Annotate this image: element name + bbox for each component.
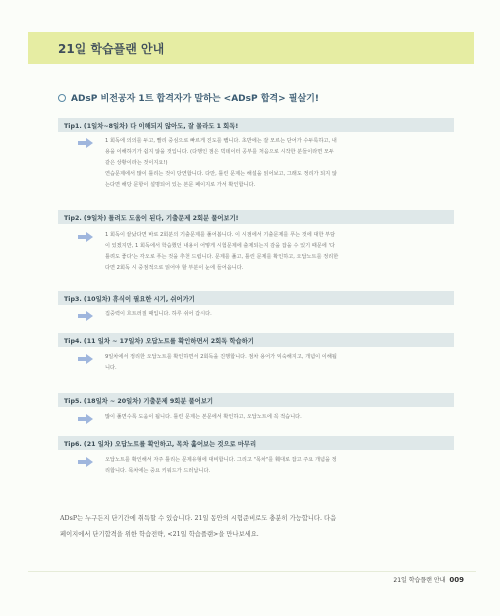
tip-2-body [105,230,453,274]
tip-1-body [105,136,453,191]
tip-6-line: 오답노트를 확인해서 자주 틀리는 문제유형에 대비합니다. 그리고 "목차"를 훼대로 잡고 주요 개념을 정 [105,457,337,463]
closing-line: 페이지에서 단기합격을 위한 학습전략, <21일 학습플랜>을 만나보세요. [60,531,259,538]
page-number: 009 [449,576,464,584]
footer-label: 21일 학습플랜 안내 [393,577,446,584]
tip-5-line: 많이 풀면수록 도움이 됩니다. 틀린 문제는 본문에서 확인하고, 오답노트에 꼭 적습니다. [105,414,302,420]
arrow-right-icon [77,353,95,365]
footer-divider [28,571,476,572]
arrow-right-icon [77,413,95,425]
tip-1-title: Tip1. (1일차~8일차) 다 이해되지 않아도, 잘 몰라도 1 회독! [64,123,239,130]
tip-6-body [105,455,453,477]
tip-1-line: 같은 상황이라는 것이지요!) [105,160,168,166]
tip-1-line: 용을 이해하기가 쉽지 않을 것입니다. (다행인 점은 빅데이터 공부를 처음으로 시작한 분들이라면 모두 [105,149,334,155]
arrow-right-icon [77,310,95,322]
tip-1-line: 연습문제에서 많이 틀리는 것이 당연합니다. 다만, 틀린 문제는 해설을 읽어보고, 그래도 정리가 되지 않 [105,171,337,177]
tip-6-line: 리합니다. 목차에는 중요 키워드가 드러납니다. [105,468,211,474]
tip-2-line: 이 있겠지만, 1 회독에서 학습했던 내용이 어떻게 시험문제에 출제되는지 감을 잡을 수 있기 때문에 '다 [105,243,335,249]
tip-1-line: 1 회독에 의의를 두고, 빨리 중심으로 빠르게 진도를 뺍니다. 초반에는 잘 모르는 단어가 수두룩하고, 내 [105,138,337,144]
circle-bullet-icon [58,94,66,102]
tip-5-title: Tip5. (18일차 ~ 20일차) 기출문제 9회분 풀어보기 [64,398,213,405]
tip-4-line: 니다. [105,365,117,371]
tip-3-line: 집중력이 흐트러질 때입니다. 하루 쉬어 갑시다. [105,311,212,317]
tip-2-line: 다면 2회독 시 중점적으로 읽어야 할 부분이 눈에 들어옵니다. [105,265,244,271]
tip-2-title: Tip2. (9일차) 틀려도 도움이 된다, 기출문제 2회분 풀어보기! [64,215,239,222]
tip-1-line: 는다면 해당 문항이 설명되어 있는 본문 페이지로 가서 확인합니다. [105,182,256,188]
tip-6-title: Tip6. (21 일차) 오답노트를 확인하고, 목차 훑어보는 것으로 마무리 [64,441,257,448]
closing-paragraph [60,511,456,543]
page-title: 21일 학습플랜 안내 [58,42,165,56]
tip-4-body [105,352,453,374]
page-footer [393,575,464,584]
tip-5-body [105,412,453,423]
tip-2-line: 1 회독이 끝났다면 바로 2회분의 기출문제를 풀어봅니다. 이 시점에서 기출문제를 푸는 것에 대한 부담 [105,232,336,238]
arrow-right-icon [77,137,95,149]
tip-3-body [105,309,453,320]
tip-4-line: 9일차에서 정리한 오답노트를 확인하면서 2회독을 진행합니다. 점차 용어가 익숙해지고, 개념이 이해됩 [105,354,337,360]
tip-3-title: Tip3. (10일차) 휴식이 필요한 시기, 쉬어가기 [64,296,195,303]
tip-4-title: Tip4. (11 일차 ~ 17일차) 오답노트를 확인하면서 2회독 학습하기 [64,338,254,345]
section-heading-text: ADsP 비전공자 1트 합격자가 말하는 <ADsP 합격> 필살기! [71,94,319,104]
arrow-right-icon [77,231,95,243]
closing-line: ADsP는 누구든지 단기간에 취득할 수 있습니다. 21일 동안의 시험준비로도 충분히 가능합니다. 다음 [60,515,337,522]
tip-2-line: 틀려도 좋다'는 각오로 푸는 것을 추천 드립니다. 문제를 풀고, 틀린 문제를 확인하고, 오답노트를 정리한 [105,254,339,260]
arrow-right-icon [77,456,95,468]
section-heading [58,91,319,104]
